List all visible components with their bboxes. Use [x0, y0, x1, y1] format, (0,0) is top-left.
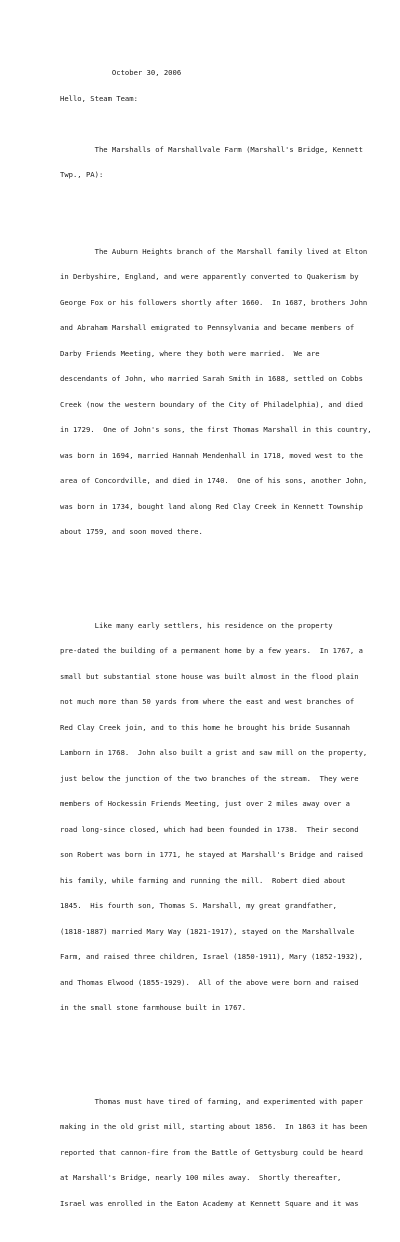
paragraph-line: Darby Friends Meeting, where they both were married. We are	[60, 348, 320, 358]
paragraph-line: in the small stone farmhouse built in 1767.	[60, 1003, 247, 1012]
paragraph-line: descendants of John, who married Sarah Smith in 1688, settled on Cobbs	[60, 374, 363, 383]
paragraph-line: Thomas must have tired of farming, and experimented with paper	[60, 1096, 363, 1106]
paragraph-line: The Auburn Heights branch of the Marshall family lived at Elton	[60, 246, 368, 256]
paragraph-line: was born in 1694, married Hannah Mendenhall in 1718, moved west to the	[60, 450, 363, 460]
paragraph-line: (1818-1887) married Mary Way (1821-1917), stayed on the Marshallvale	[60, 926, 355, 936]
paragraph-line: Lamborn in 1768. John also built a grist and saw mill on the property,	[60, 748, 368, 757]
paragraph-line: his family, while farming and running the mill. Robert died about	[60, 875, 346, 885]
heading-line: Twp., PA):	[60, 170, 104, 179]
paragraph-line: 1845. His fourth son, Thomas S. Marshall, my great grandfather,	[60, 901, 337, 910]
paragraph-line: not much more than 50 yards from where the east and west branches of	[60, 697, 355, 706]
paragraph-line: making in the old grist mill, starting about 1856. In 1863 it has been	[60, 1122, 368, 1131]
paragraph-line: Red Clay Creek join, and to this home he brought his bride Susannah	[60, 722, 350, 732]
paragraph-2	[60, 605, 368, 1030]
blank-line	[60, 571, 360, 580]
blank-line	[60, 120, 360, 129]
paragraph-line: small but substantial stone house was built almost in the flood plain	[60, 671, 359, 681]
paragraph-line: and Thomas Elwood (1855-1929). All of the above were born and raised	[60, 977, 359, 987]
paragraph-3	[60, 1081, 368, 1226]
blank-line	[60, 1047, 360, 1056]
paragraph-line: and Abraham Marshall emigrated to Pennsylvania and became members of	[60, 323, 355, 332]
paragraph-line: in 1729. One of John's sons, the first Thomas Marshall in this country,	[60, 425, 372, 434]
blank-line	[60, 197, 360, 206]
paragraph-line: about 1759, and soon moved there.	[60, 527, 203, 536]
paragraph-line: George Fox or his followers shortly after 1660. In 1687, brothers John	[60, 297, 368, 307]
paragraph-line: was born in 1734, bought land along Red Clay Creek in Kennett Township	[60, 501, 363, 511]
heading-line: The Marshalls of Marshallvale Farm (Marshall's Bridge, Kennett	[60, 144, 363, 154]
paragraph-1	[60, 231, 372, 554]
paragraph-line: son Robert was born in 1771, he stayed at Marshall's Bridge and raised	[60, 850, 363, 859]
paragraph-line: area of Concordville, and died in 1740. One of his sons, another John,	[60, 476, 368, 485]
letter-greeting: Hello, Steam Team:	[60, 93, 138, 103]
paragraph-line: at Marshall's Bridge, nearly 100 miles away. Shortly thereafter,	[60, 1173, 342, 1182]
paragraph-line: road long-since closed, which had been founded in 1738. Their second	[60, 824, 359, 834]
paragraph-line: pre-dated the building of a permanent home by a few years. In 1767, a	[60, 646, 363, 655]
paragraph-line: reported that cannon-fire from the Battle of Gettysburg could be heard	[60, 1147, 363, 1157]
paragraph-line: Like many early settlers, his residence on the property	[60, 620, 333, 630]
paragraph-line: Creek (now the western boundary of the City of Philadelphia), and died	[60, 399, 363, 409]
paragraph-line: just below the junction of the two branches of the stream. They were	[60, 773, 359, 783]
letter-body	[60, 52, 372, 1242]
paragraph-line: Israel was enrolled in the Eaton Academy at Kennett Square and it was	[60, 1198, 359, 1208]
paragraph-line: in Derbyshire, England, and were apparently converted to Quakerism by	[60, 272, 359, 281]
paragraph-line: members of Hockessin Friends Meeting, just over 2 miles away over a	[60, 799, 350, 808]
paragraph-line: Farm, and raised three children, Israel (1850-1911), Mary (1852-1932),	[60, 952, 363, 961]
letter-date: October 30, 2006	[60, 68, 182, 77]
